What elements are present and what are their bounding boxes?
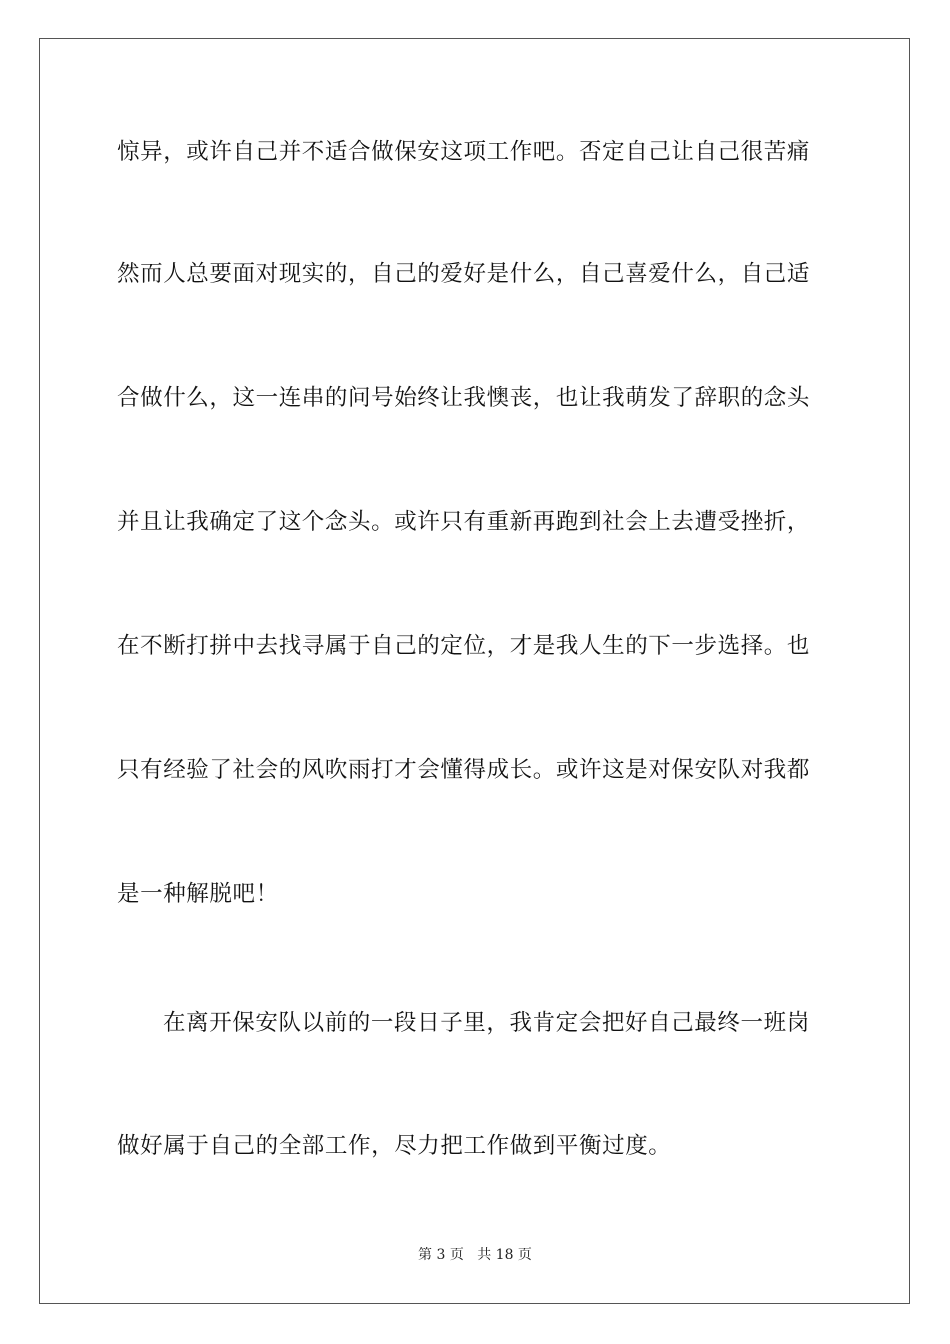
page-footer: [0, 1246, 950, 1264]
text-line: 然而人总要面对现实的，自己的爱好是什么，自己喜爱什么，自己适: [117, 261, 811, 287]
total-pages: 共 18 页: [477, 1247, 532, 1263]
text-line: 惊异，或许自己并不适合做保安这项工作吧。否定自己让自己很苦痛: [117, 139, 811, 165]
text-line-indented: 在离开保安队以前的一段日子里，我肯定会把好自己最终一班岗: [163, 1010, 810, 1036]
text-line: 是一种解脱吧！: [117, 881, 279, 907]
text-line: 合做什么，这一连串的问号始终让我懊丧，也让我萌发了辞职的念头: [117, 385, 811, 411]
text-line: 并且让我确定了这个念头。或许只有重新再跑到社会上去遭受挫折，: [117, 509, 811, 535]
page-border: [39, 38, 910, 1304]
text-line: 只有经验了社会的风吹雨打才会懂得成长。或许这是对保安队对我都: [117, 757, 811, 783]
text-line: 做好属于自己的全部工作，尽力把工作做到平衡过度。: [117, 1133, 672, 1159]
text-line: 在不断打拼中去找寻属于自己的定位，才是我人生的下一步选择。也: [117, 633, 811, 659]
page-number: 第 3 页: [418, 1247, 464, 1263]
